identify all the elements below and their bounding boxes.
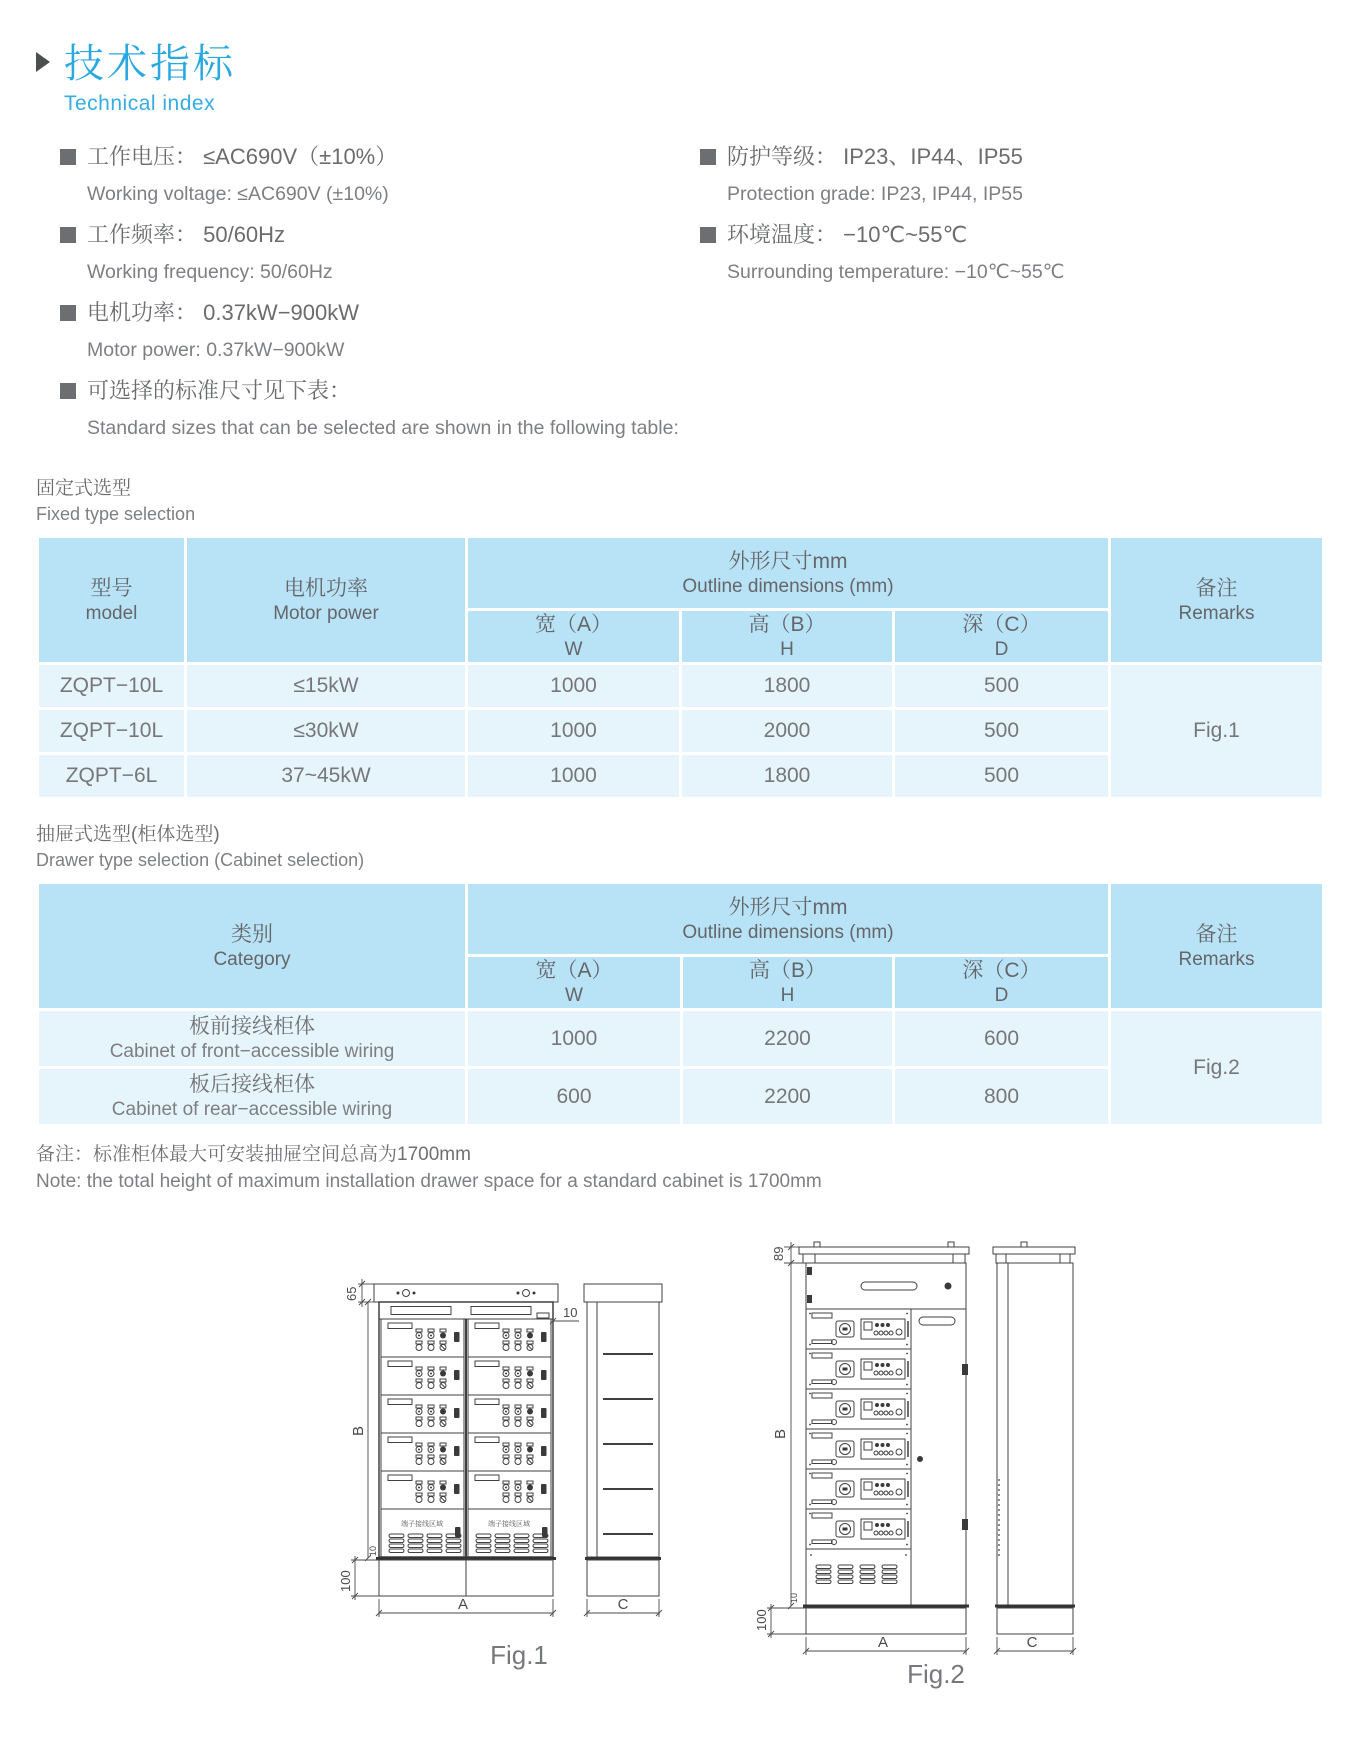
table-row — [38, 664, 1324, 709]
page-subtitle: Technical index — [64, 92, 216, 115]
spec-item-temperature — [700, 220, 1322, 285]
svg-text:89: 89 — [771, 1246, 786, 1261]
category-en: Cabinet of front−accessible wiring — [109, 1041, 395, 1062]
cell-category — [38, 1010, 467, 1068]
svg-text:B: B — [350, 1425, 367, 1436]
spec-en-text: Working voltage: ≤AC690V (±10%) — [87, 183, 389, 205]
cell-height: 2000 — [681, 709, 894, 754]
header-zh: 宽（A） — [535, 959, 613, 982]
spec-zh-text: 电机功率： 0.37kW−900kW — [87, 300, 360, 325]
header-zh: 备注 — [1195, 576, 1238, 600]
header-en: D — [994, 639, 1009, 660]
spec-en-text: Surrounding temperature: −10℃~55℃ — [727, 261, 1065, 283]
category-en: Cabinet of rear−accessible wiring — [111, 1099, 393, 1120]
square-bullet-icon — [60, 227, 76, 243]
cell-power: 37~45kW — [186, 754, 467, 799]
cell-height: 1800 — [681, 754, 894, 799]
col-header-height — [681, 610, 894, 664]
spec-zh-text: 工作电压： ≤AC690V（±10%） — [87, 144, 398, 169]
section-title-en: Fixed type selection — [36, 504, 196, 524]
header-zh: 型号 — [90, 576, 133, 600]
spec-en-text: Motor power: 0.37kW−900kW — [87, 339, 345, 361]
fig2-cabinet-drawing — [721, 1199, 1091, 1709]
spec-list — [36, 142, 1322, 454]
fixed-type-section — [36, 476, 1322, 800]
cell-remarks: Fig.1 — [1110, 664, 1324, 799]
spec-en-text: Working frequency: 50/60Hz — [87, 261, 333, 283]
page-header — [36, 42, 1322, 116]
svg-text:A: A — [877, 1634, 889, 1651]
category-zh: 板后接线柜体 — [189, 1073, 315, 1096]
header-en: Outline dimensions (mm) — [682, 921, 894, 943]
svg-text:65: 65 — [344, 1286, 359, 1301]
spec-column-right — [700, 142, 1322, 454]
header-en: H — [780, 985, 795, 1006]
header-zh: 外形尺寸mm — [728, 895, 848, 919]
header-en: model — [85, 602, 138, 624]
cell-power: ≤30kW — [186, 709, 467, 754]
col-header-depth — [894, 610, 1110, 664]
col-header-depth — [894, 956, 1110, 1010]
fig1-cabinet-drawing: 端子接线区域 65 B 10 10 100 A C Fig.1 — [341, 1209, 701, 1699]
header-en: Category — [213, 948, 291, 970]
header-zh: 电机功率 — [284, 576, 368, 600]
section-title-zh: 固定式选型 — [36, 478, 132, 499]
spec-zh-text: 环境温度： −10℃~55℃ — [727, 222, 968, 247]
cell-height: 2200 — [682, 1010, 894, 1068]
table-row — [38, 1010, 1324, 1068]
cell-width: 1000 — [467, 709, 681, 754]
note-en: Note: the total height of maximum installation drawer space for a standard cabinet is 1700mm — [36, 1171, 822, 1192]
fig1-side-view — [584, 1284, 662, 1596]
header-zh: 高（B） — [748, 613, 826, 636]
spec-zh-text: 可选择的标准尺寸见下表： — [87, 378, 352, 403]
col-header-remarks — [1110, 883, 1324, 1010]
square-bullet-icon — [60, 149, 76, 165]
spec-item-frequency — [60, 220, 700, 285]
header-en: W — [565, 985, 583, 1006]
header-zh: 备注 — [1195, 922, 1238, 946]
cell-category — [38, 1068, 467, 1126]
col-header-outline-dimensions — [467, 537, 1110, 610]
svg-text:C: C — [617, 1596, 629, 1613]
header-zh: 深（C） — [962, 959, 1041, 982]
col-header-outline-dimensions — [467, 883, 1110, 956]
section-title-en: Drawer type selection (Cabinet selection) — [36, 850, 365, 870]
svg-text:A: A — [457, 1596, 469, 1613]
svg-text:B: B — [772, 1428, 789, 1439]
header-zh: 宽（A） — [534, 613, 612, 636]
cell-depth: 600 — [894, 1010, 1110, 1068]
cell-width: 1000 — [467, 754, 681, 799]
header-zh: 类别 — [231, 922, 273, 946]
svg-text:100: 100 — [754, 1609, 769, 1631]
cell-model: ZQPT−6L — [38, 754, 186, 799]
page-title: 技术指标 — [64, 42, 236, 86]
cell-depth: 800 — [894, 1068, 1110, 1126]
note-zh: 备注：标准柜体最大可安装抽屉空间总高为1700mm — [36, 1144, 471, 1165]
svg-text:100: 100 — [338, 1570, 353, 1592]
header-en: W — [564, 639, 583, 660]
cell-height: 2200 — [682, 1068, 894, 1126]
col-header-model — [38, 537, 186, 664]
header-zh: 高（B） — [748, 959, 826, 982]
cell-remarks: Fig.2 — [1110, 1010, 1324, 1126]
section-title-zh: 抽屉式选型(柜体选型) — [36, 824, 220, 845]
cell-width: 1000 — [467, 1010, 682, 1068]
spec-en-text: Standard sizes that can be selected are shown in the following table: — [87, 417, 679, 439]
col-header-motor-power — [186, 537, 467, 664]
col-header-remarks — [1110, 537, 1324, 664]
cell-model: ZQPT−10L — [38, 664, 186, 709]
col-header-category — [38, 883, 467, 1010]
spec-item-standard-sizes — [60, 376, 700, 441]
header-en: Outline dimensions (mm) — [682, 575, 894, 597]
cell-height: 1800 — [681, 664, 894, 709]
header-en: D — [994, 985, 1009, 1006]
fig2-caption: Fig.2 — [907, 1659, 965, 1689]
square-bullet-icon — [700, 149, 716, 165]
spec-item-protection — [700, 142, 1322, 207]
drawer-type-section — [36, 822, 1322, 1127]
section-arrow-icon — [36, 52, 50, 72]
fig1-front-view — [374, 1284, 558, 1596]
cell-depth: 500 — [894, 754, 1110, 799]
col-header-width — [467, 610, 681, 664]
figures-area — [36, 1199, 1322, 1744]
svg-text:10: 10 — [563, 1305, 578, 1320]
square-bullet-icon — [700, 227, 716, 243]
cell-depth: 500 — [894, 664, 1110, 709]
svg-text:C: C — [1026, 1634, 1038, 1651]
spec-column-left — [60, 142, 700, 454]
cell-model: ZQPT−10L — [38, 709, 186, 754]
col-header-width — [467, 956, 682, 1010]
fig2-side-view — [993, 1242, 1075, 1634]
square-bullet-icon — [60, 383, 76, 399]
cell-depth: 500 — [894, 709, 1110, 754]
header-en: Remarks — [1178, 948, 1255, 970]
svg-text:10: 10 — [368, 1545, 378, 1556]
cell-power: ≤15kW — [186, 664, 467, 709]
cell-width: 1000 — [467, 664, 681, 709]
svg-text:10: 10 — [789, 1592, 799, 1603]
header-en: Motor power — [273, 602, 379, 624]
header-en: Remarks — [1178, 602, 1255, 624]
header-en: H — [780, 639, 794, 660]
cell-width: 600 — [467, 1068, 682, 1126]
spec-zh-text: 防护等级： IP23、IP44、IP55 — [727, 144, 1023, 169]
spec-en-text: Protection grade: IP23, IP44, IP55 — [727, 183, 1023, 205]
spec-item-voltage — [60, 142, 700, 207]
fig1-caption: Fig.1 — [490, 1640, 548, 1670]
drawer-type-table — [36, 881, 1325, 1127]
spec-zh-text: 工作频率： 50/60Hz — [87, 222, 286, 247]
header-zh: 深（C） — [962, 613, 1041, 636]
header-zh: 外形尺寸mm — [728, 549, 848, 573]
fixed-type-table — [36, 535, 1325, 800]
fig2-front-view — [799, 1242, 969, 1634]
col-header-height — [682, 956, 894, 1010]
square-bullet-icon — [60, 305, 76, 321]
spec-item-motor-power — [60, 298, 700, 363]
category-zh: 板前接线柜体 — [189, 1015, 315, 1038]
